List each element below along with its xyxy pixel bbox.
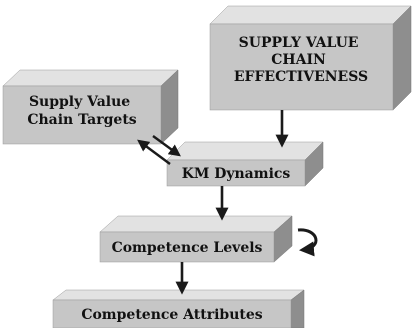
feedback-loop-icon <box>298 230 316 250</box>
km-dynamics-box-top <box>167 142 323 160</box>
effectiveness-label-line-1: SUPPLY VALUE <box>238 35 359 51</box>
effectiveness-label-line-2: CHAIN <box>271 52 326 68</box>
targets-box <box>3 70 178 144</box>
competence-levels-box-top <box>100 216 292 232</box>
competence-attributes-box <box>53 290 304 328</box>
km-dynamics-box <box>167 142 323 186</box>
competence-attributes-box-top <box>53 290 304 300</box>
targets-box-top <box>3 70 178 86</box>
competence-attributes-label: Competence Attributes <box>81 307 263 323</box>
competence-levels-label: Competence Levels <box>111 240 263 256</box>
km-dynamics-label: KM Dynamics <box>181 166 291 182</box>
effectiveness-box <box>210 6 411 110</box>
effectiveness-label-line-3: EFFECTIVENESS <box>233 69 369 85</box>
effectiveness-box-top <box>210 6 411 24</box>
targets-label-line-1: Supply Value <box>28 94 131 110</box>
effectiveness-box-side <box>393 6 411 110</box>
competence-levels-box <box>100 216 292 262</box>
targets-label-line-2: Chain Targets <box>27 112 137 128</box>
